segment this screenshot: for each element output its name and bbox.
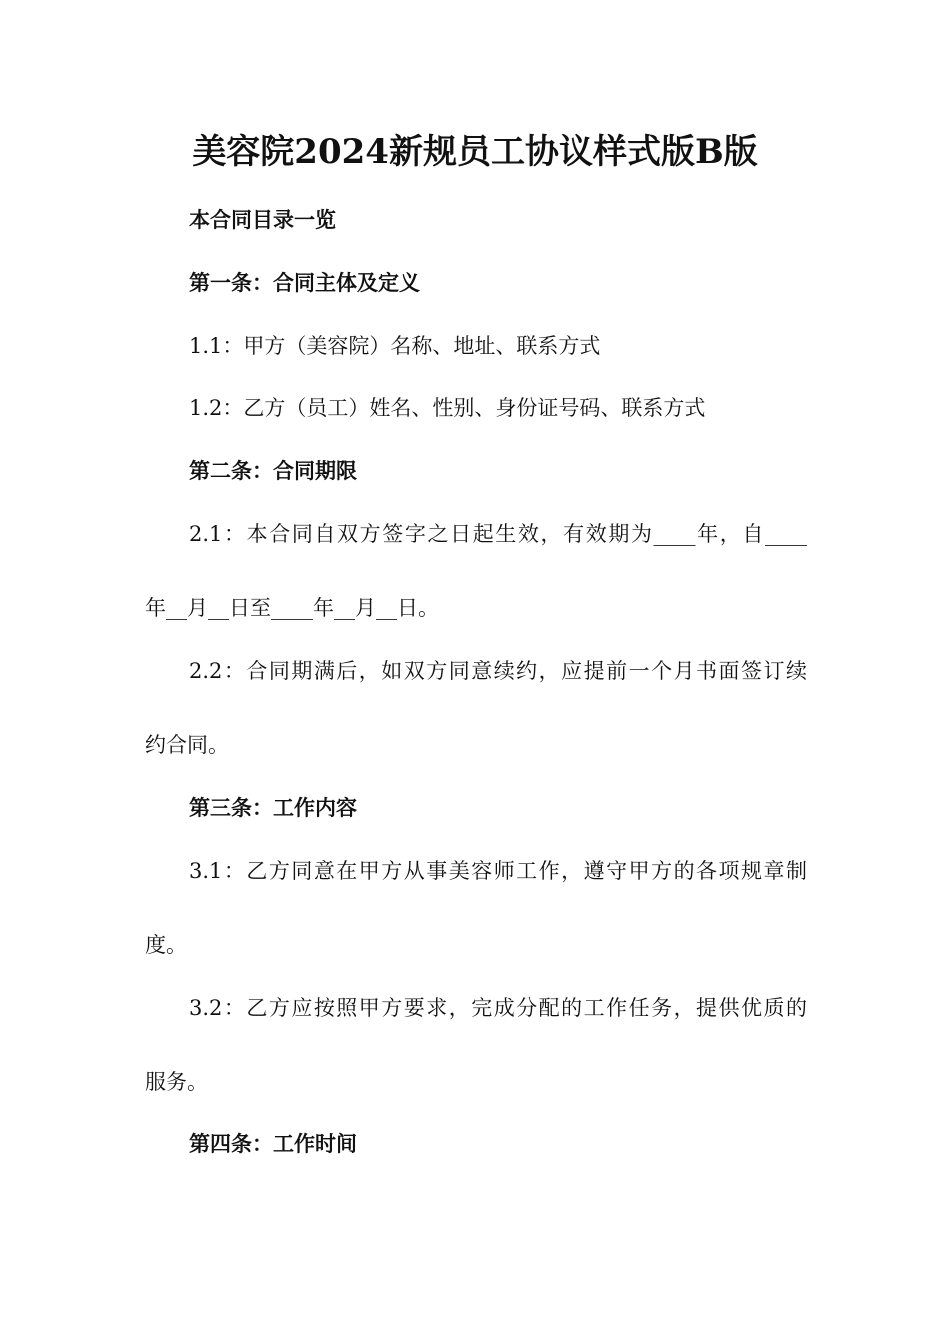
article2-heading: 第二条：合同期限 <box>189 459 357 483</box>
article4-heading: 第四条：工作时间 <box>189 1132 357 1156</box>
article3-heading: 第三条：工作内容 <box>189 796 357 820</box>
item-1-1: 1.1：甲方（美容院）名称、地址、联系方式 <box>189 334 601 358</box>
item-2-2-line1: 2.2：合同期满后，如双方同意续约，应提前一个月书面签订续 <box>189 659 807 683</box>
item-2-1-line1: 2.1：本合同自双方签字之日起生效，有效期为____年，自____ <box>189 522 807 546</box>
item-3-2-line2: 服务。 <box>145 1070 208 1094</box>
item-2-1-line2: 年__月__日至____年__月__日。 <box>145 596 439 620</box>
article1-heading: 第一条：合同主体及定义 <box>189 271 420 295</box>
document-title: 美容院2024新规员工协议样式版B版 <box>192 132 758 172</box>
item-3-1-line1: 3.1：乙方同意在甲方从事美容师工作，遵守甲方的各项规章制 <box>189 859 807 883</box>
toc-heading: 本合同目录一览 <box>189 208 336 232</box>
item-2-2-line2: 约合同。 <box>145 733 229 757</box>
item-3-2-line1: 3.2：乙方应按照甲方要求，完成分配的工作任务，提供优质的 <box>189 996 807 1020</box>
item-3-1-line2: 度。 <box>145 933 187 957</box>
item-1-2: 1.2：乙方（员工）姓名、性别、身份证号码、联系方式 <box>189 396 706 420</box>
